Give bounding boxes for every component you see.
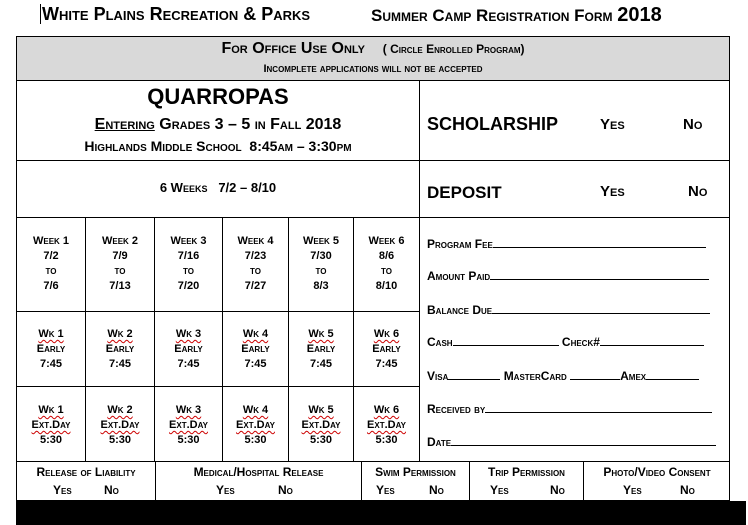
consent-photo-video: Photo/Video Consent Yes No <box>603 465 711 497</box>
extday-cell-1[interactable]: Wk 1 Ext.Day 5:30 <box>31 404 71 446</box>
week-cell-5[interactable]: Week 5 7/30 to 8/3 <box>302 235 339 292</box>
divider-early-bottom <box>17 386 419 387</box>
early-cell-6[interactable]: Wk 6 Early 7:45 <box>372 328 401 370</box>
divider-main-vertical <box>419 80 420 461</box>
divider-grid-bottom <box>17 461 729 462</box>
organization-name: White Plains Recreation & Parks <box>42 4 311 24</box>
consent-medical-release: Medical/Hospital Release Yes No <box>193 465 324 497</box>
trip-permission-yes[interactable]: Yes <box>490 483 509 497</box>
form-year: 2018 <box>617 4 662 26</box>
text-cursor <box>40 4 41 24</box>
swim-permission-yes[interactable]: Yes <box>376 483 395 497</box>
consent-trip-permission: Trip Permission Yes No <box>488 465 565 497</box>
trip-permission-no[interactable]: No <box>550 483 565 497</box>
visa-label[interactable]: Visa <box>427 369 449 383</box>
card-type-field[interactable] <box>427 368 699 383</box>
early-cell-4[interactable]: Wk 4 Early 7:45 <box>241 328 270 370</box>
balance-due-field[interactable]: Balance Due <box>427 302 710 317</box>
consent-release-liability: Release of Liability Yes No <box>36 465 136 497</box>
footer-bar <box>16 501 746 525</box>
consent-swim-permission: Swim Permission Yes No <box>375 465 456 497</box>
extday-cell-4[interactable]: Wk 4 Ext.Day 5:30 <box>236 404 275 446</box>
cash-check-field[interactable] <box>427 334 704 349</box>
mastercard-label[interactable]: MasterCard <box>503 369 567 383</box>
program-fee-field[interactable]: Program Fee <box>427 236 706 251</box>
deposit-yes[interactable]: Yes <box>600 183 625 200</box>
extday-cell-5[interactable]: Wk 5 Ext.Day 5:30 <box>301 404 341 446</box>
photo-video-yes[interactable]: Yes <box>623 483 642 497</box>
divider-dates-bottom <box>17 217 729 218</box>
week-cell-3[interactable]: Week 3 7/16 to 7/20 <box>170 235 207 292</box>
office-use-warning: Incomplete applications will not be accepted <box>263 63 483 75</box>
program-duration: 6 Weeks 7/2 – 8/10 <box>159 180 277 195</box>
early-cell-5[interactable]: Wk 5 Early 7:45 <box>306 328 336 370</box>
date-field[interactable]: Date <box>427 434 716 449</box>
release-liability-yes[interactable]: Yes <box>53 483 72 497</box>
form-title: Summer Camp Registration Form 2018 <box>371 4 662 26</box>
office-use-title: For Office Use Only ( Circle Enrolled Program) <box>221 40 525 57</box>
medical-release-yes[interactable]: Yes <box>216 483 235 497</box>
extday-cell-2[interactable]: Wk 2 Ext.Day 5:30 <box>100 404 140 446</box>
extday-cell-3[interactable]: Wk 3 Ext.Day 5:30 <box>169 404 208 446</box>
scholarship-yes[interactable]: Yes <box>600 116 625 133</box>
cash-label: Cash <box>427 335 453 349</box>
week-cell-2[interactable]: Week 2 7/9 to 7/13 <box>101 235 138 292</box>
early-cell-2[interactable]: Wk 2 Early 7:45 <box>105 328 135 370</box>
divider-program-bottom <box>17 160 729 161</box>
deposit-label: DEPOSIT <box>427 183 502 202</box>
scholarship-label: SCHOLARSHIP <box>427 114 559 134</box>
divider-weeks-bottom <box>17 311 419 312</box>
early-cell-3[interactable]: Wk 3 Early 7:45 <box>174 328 203 370</box>
program-location-time: Highlands Middle School 8:45am – 3:30pm <box>84 138 352 154</box>
office-use-note: ( Circle Enrolled Program) <box>382 42 525 56</box>
office-use-band <box>17 37 729 81</box>
received-by-field[interactable]: Received by <box>427 401 712 416</box>
check-label: Check# <box>561 335 600 349</box>
medical-release-no[interactable]: No <box>278 483 293 497</box>
header-bar <box>40 2 730 26</box>
amount-paid-field[interactable]: Amount Paid <box>427 268 709 283</box>
photo-video-no[interactable]: No <box>680 483 695 497</box>
early-cell-1[interactable]: Wk 1 Early 7:45 <box>36 328 66 370</box>
swim-permission-no[interactable]: No <box>429 483 444 497</box>
extday-cell-6[interactable]: Wk 6 Ext.Day 5:30 <box>367 404 406 446</box>
program-name: QUARROPAS <box>147 84 289 109</box>
week-cell-6[interactable]: Week 6 8/6 to 8/10 <box>368 235 405 292</box>
scholarship-no[interactable]: No <box>683 116 703 133</box>
week-cell-1[interactable]: Week 1 7/2 to 7/6 <box>32 235 69 292</box>
amex-label[interactable]: Amex <box>620 369 647 383</box>
program-grades: Entering Grades 3 – 5 in Fall 2018 <box>94 116 342 133</box>
release-liability-no[interactable]: No <box>104 483 119 497</box>
deposit-no[interactable]: No <box>688 183 708 200</box>
week-cell-4[interactable]: Week 4 7/23 to 7/27 <box>237 235 274 292</box>
